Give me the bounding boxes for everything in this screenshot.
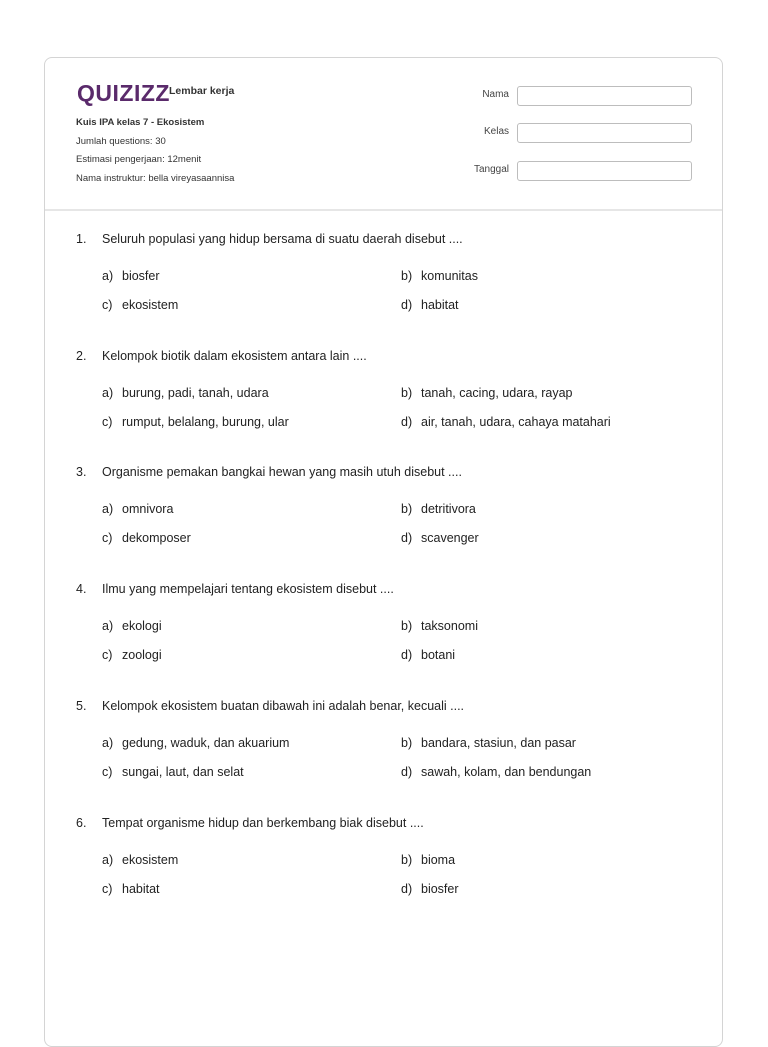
question-2 xyxy=(45,349,722,459)
option-letter: b) xyxy=(401,853,413,867)
question-4 xyxy=(45,582,722,692)
question-text: Seluruh populasi yang hidup bersama di suatu daerah disebut .... xyxy=(102,232,463,246)
option-letter: a) xyxy=(102,619,114,633)
option-letter: b) xyxy=(401,269,413,283)
option-a xyxy=(102,736,289,750)
quizizz-logo: QUIZIZZ xyxy=(77,80,170,106)
question-3 xyxy=(45,465,722,575)
sheet-type-label: Lembar kerja xyxy=(169,85,235,97)
option-text: detritivora xyxy=(421,502,476,516)
question-number: 5. xyxy=(76,699,87,713)
option-text: tanah, cacing, udara, rayap xyxy=(421,386,573,400)
option-b xyxy=(401,502,476,516)
option-letter: d) xyxy=(401,882,413,896)
option-b xyxy=(401,736,576,750)
option-letter: d) xyxy=(401,531,413,545)
option-c xyxy=(102,531,191,545)
question-number: 3. xyxy=(76,465,87,479)
question-number: 4. xyxy=(76,582,87,596)
option-c xyxy=(102,415,289,429)
option-c xyxy=(102,882,160,896)
option-d xyxy=(401,648,455,662)
option-c xyxy=(102,648,162,662)
option-a xyxy=(102,502,173,516)
option-text: gedung, waduk, dan akuarium xyxy=(122,736,290,750)
option-letter: d) xyxy=(401,765,413,779)
option-letter: c) xyxy=(102,298,113,312)
question-text: Ilmu yang mempelajari tentang ekosistem disebut .... xyxy=(102,582,394,596)
option-a xyxy=(102,853,178,867)
option-text: air, tanah, udara, cahaya matahari xyxy=(421,415,611,429)
question-6 xyxy=(45,816,722,926)
option-text: habitat xyxy=(122,882,160,896)
option-d xyxy=(401,531,479,545)
option-text: habitat xyxy=(421,298,459,312)
option-letter: a) xyxy=(102,386,114,400)
option-letter: a) xyxy=(102,502,114,516)
option-text: dekomposer xyxy=(122,531,191,545)
option-letter: c) xyxy=(102,765,113,779)
option-letter: d) xyxy=(401,298,413,312)
option-text: biosfer xyxy=(421,882,459,896)
option-text: botani xyxy=(421,648,456,662)
option-text: komunitas xyxy=(421,269,478,283)
option-text: bandara, stasiun, dan pasar xyxy=(421,736,576,750)
name-field[interactable] xyxy=(517,86,692,106)
option-c xyxy=(102,765,244,779)
option-a xyxy=(102,386,269,400)
question-number: 2. xyxy=(76,349,87,363)
worksheet-header xyxy=(45,58,722,211)
option-letter: d) xyxy=(401,648,413,662)
question-text: Kelompok biotik dalam ekosistem antara lain .... xyxy=(102,349,367,363)
option-text: bioma xyxy=(421,853,456,867)
option-d xyxy=(401,765,591,779)
option-c xyxy=(102,298,178,312)
option-text: rumput, belalang, burung, ular xyxy=(122,415,289,429)
question-text: Kelompok ekosistem buatan dibawah ini adalah benar, kecuali .... xyxy=(102,699,465,713)
option-text: ekosistem xyxy=(122,298,179,312)
option-b xyxy=(401,386,573,400)
option-text: scavenger xyxy=(421,531,479,545)
option-letter: b) xyxy=(401,619,413,633)
option-a xyxy=(102,269,160,283)
option-letter: c) xyxy=(102,648,113,662)
class-field[interactable] xyxy=(517,123,692,143)
question-number: 1. xyxy=(76,232,87,246)
question-count: Jumlah questions: 30 xyxy=(76,136,166,147)
option-d xyxy=(401,415,611,429)
option-letter: a) xyxy=(102,269,114,283)
option-text: burung, padi, tanah, udara xyxy=(122,386,269,400)
option-letter: c) xyxy=(102,882,113,896)
option-b xyxy=(401,619,478,633)
question-5 xyxy=(45,699,722,809)
date-field-label: Tanggal xyxy=(473,164,509,175)
option-letter: b) xyxy=(401,736,413,750)
question-text: Tempat organisme hidup dan berkembang biak disebut .... xyxy=(102,816,424,830)
class-field-label: Kelas xyxy=(483,126,509,137)
option-letter: a) xyxy=(102,853,114,867)
quiz-title: Kuis IPA kelas 7 - Ekosistem xyxy=(76,117,205,128)
option-text: biosfer xyxy=(122,269,160,283)
worksheet-page xyxy=(44,57,723,1047)
option-d xyxy=(401,882,459,896)
option-text: taksonomi xyxy=(421,619,478,633)
option-text: ekosistem xyxy=(122,853,179,867)
name-field-label: Nama xyxy=(482,89,509,100)
option-a xyxy=(102,619,162,633)
option-letter: d) xyxy=(401,415,413,429)
question-1 xyxy=(45,232,722,342)
option-text: omnivora xyxy=(122,502,174,516)
option-text: sawah, kolam, dan bendungan xyxy=(421,765,592,779)
option-b xyxy=(401,269,478,283)
option-letter: c) xyxy=(102,415,113,429)
date-field[interactable] xyxy=(517,161,692,181)
option-letter: b) xyxy=(401,502,413,516)
question-number: 6. xyxy=(76,816,87,830)
option-d xyxy=(401,298,459,312)
time-estimate: Estimasi pengerjaan: 12menit xyxy=(76,154,202,165)
option-letter: b) xyxy=(401,386,413,400)
option-text: sungai, laut, dan selat xyxy=(122,765,244,779)
option-b xyxy=(401,853,455,867)
instructor-name: Nama instruktur: bella vireyasaannisa xyxy=(76,173,235,184)
question-text: Organisme pemakan bangkai hewan yang masih utuh disebut .... xyxy=(102,465,462,479)
option-letter: a) xyxy=(102,736,114,750)
option-text: ekologi xyxy=(122,619,162,633)
option-letter: c) xyxy=(102,531,113,545)
option-text: zoologi xyxy=(122,648,162,662)
